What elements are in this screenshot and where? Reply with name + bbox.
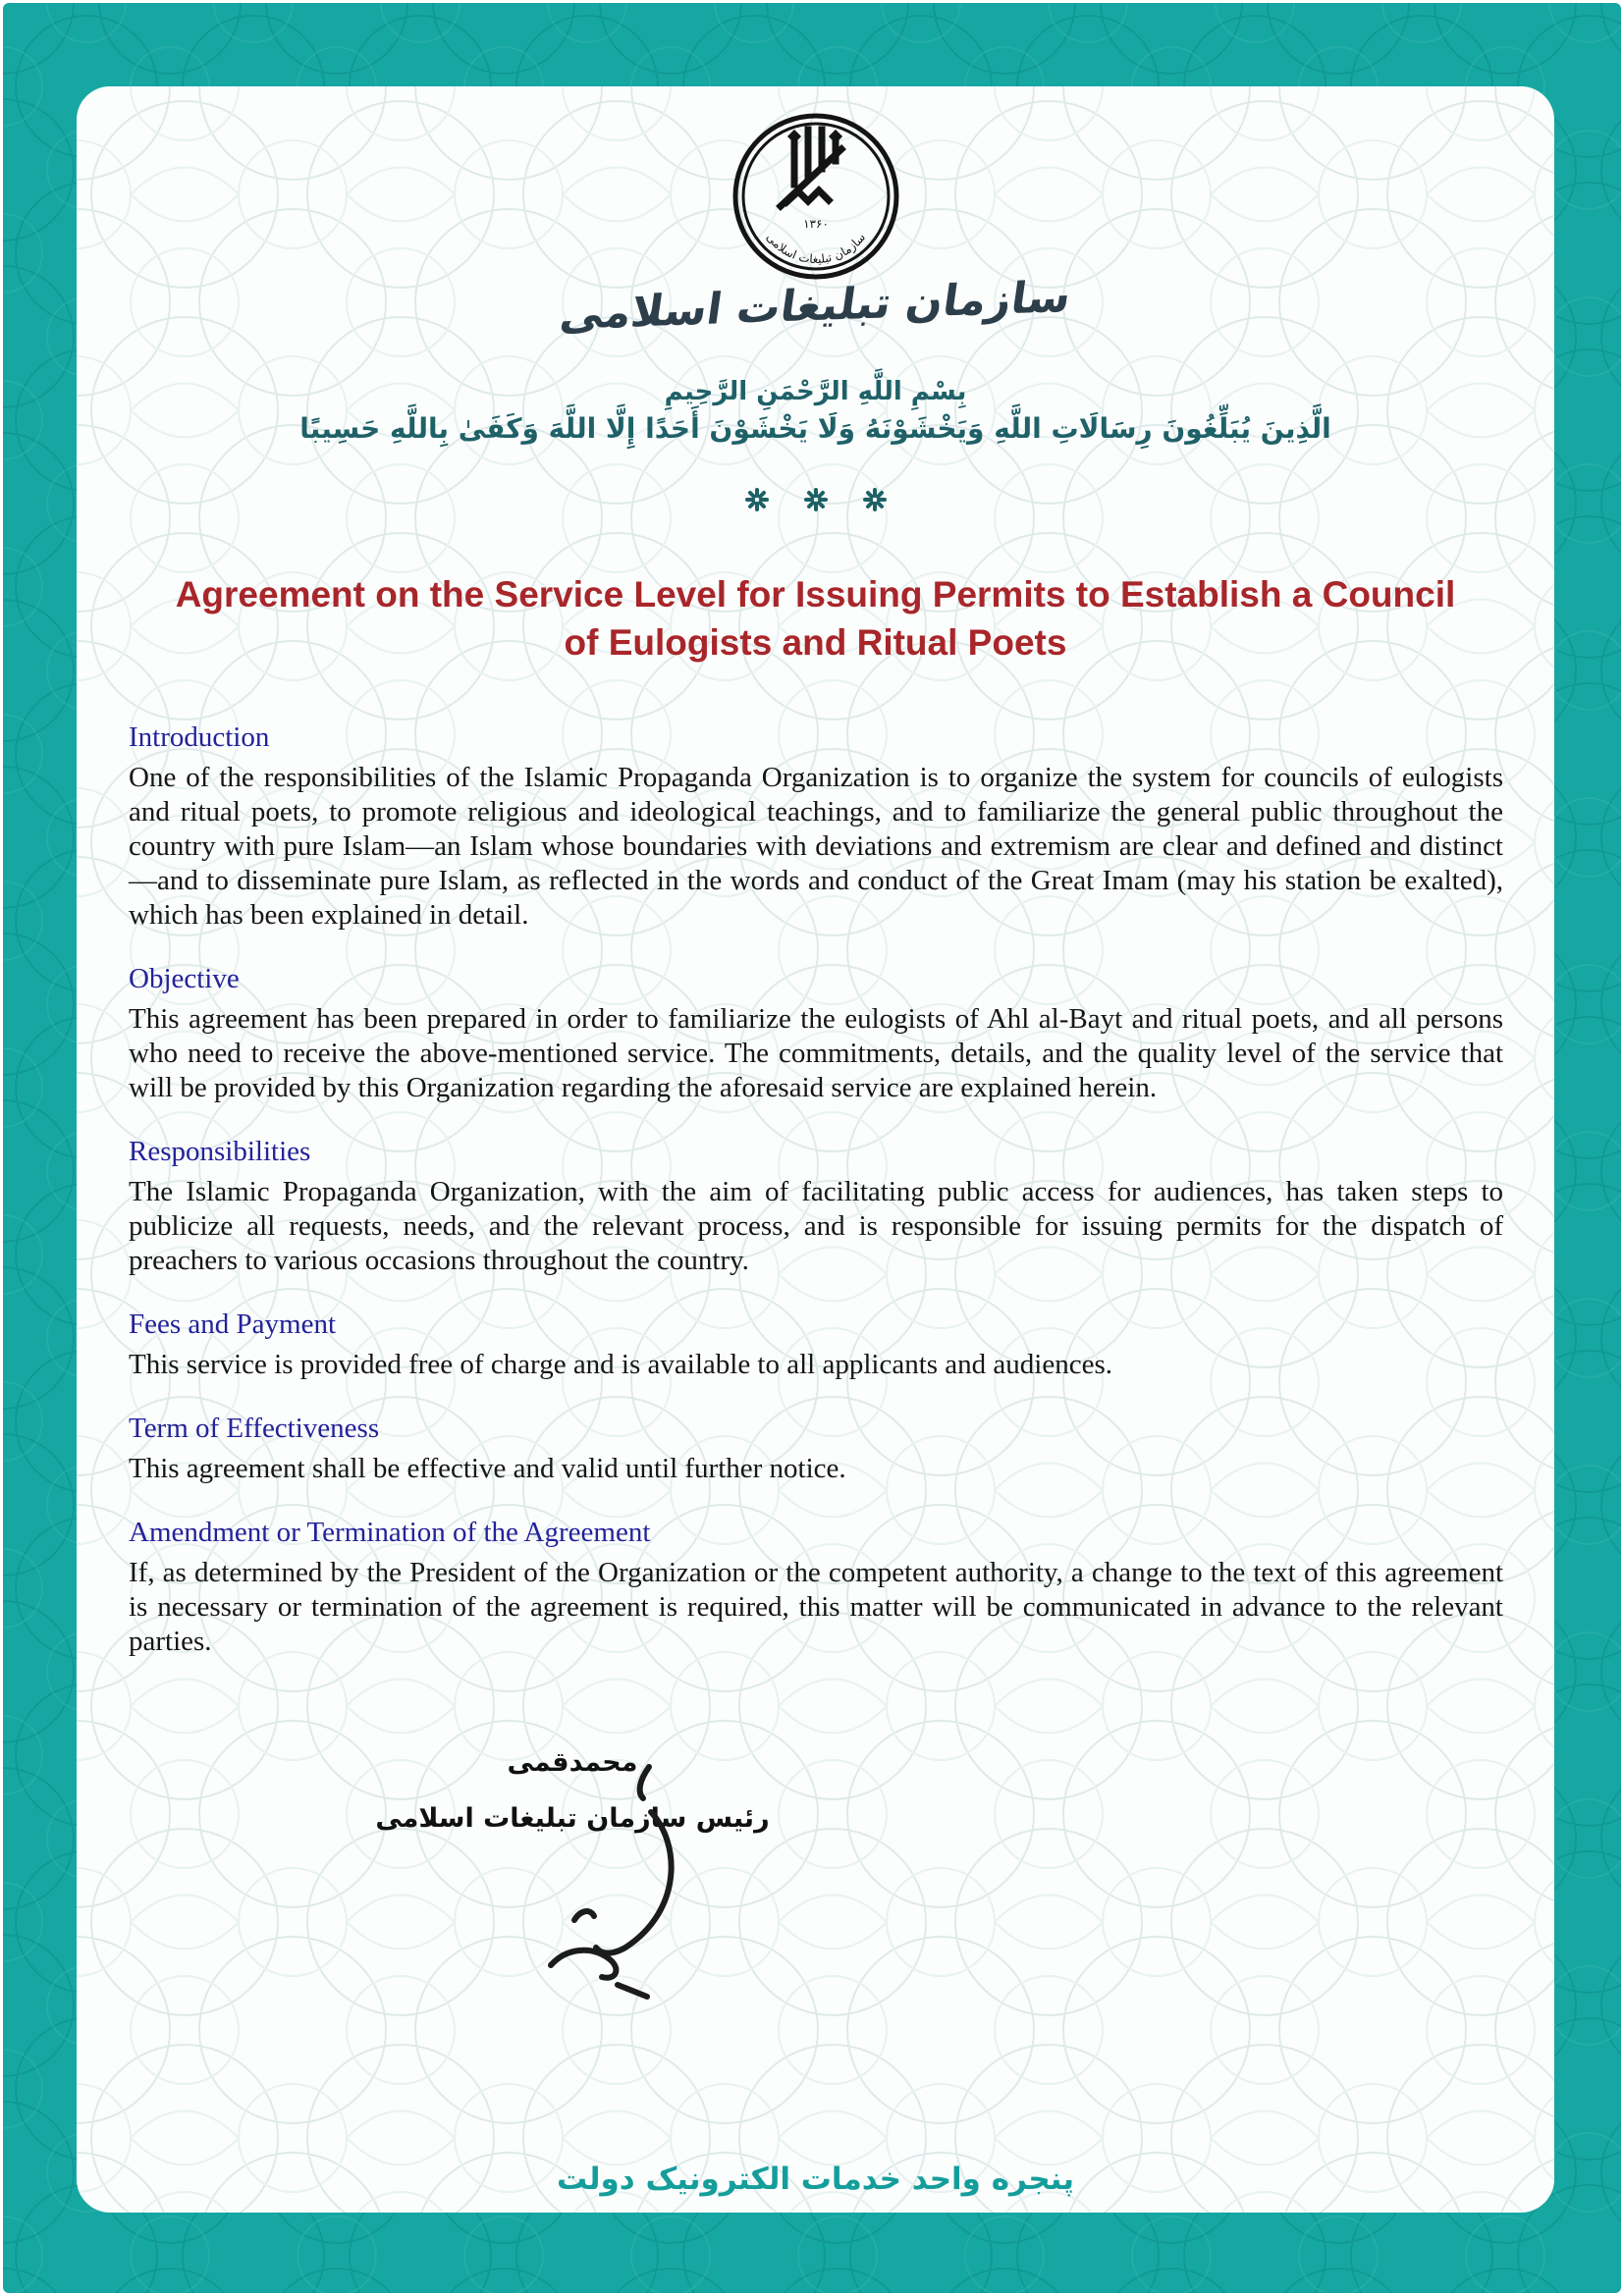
flower-ornament-icon (803, 487, 829, 512)
footer-text: پنجره واحد خدمات الکترونیک دولت (557, 2162, 1074, 2197)
logo-circle-text: سازمان تبلیغات اسلامی (763, 230, 868, 266)
section-heading: Amendment or Termination of the Agreement (129, 1517, 651, 1548)
section-heading: Introduction (129, 721, 270, 753)
handwritten-signature (523, 1753, 710, 2008)
signer-role: رئیس سازمان تبلیغات اسلامی (375, 1803, 770, 1834)
section-fees-and-payment (129, 1308, 1503, 1382)
document-content (77, 86, 1554, 2213)
section-responsibilities (129, 1135, 1503, 1278)
organization-logo (730, 108, 902, 281)
section-body: This agreement shall be effective and valid until further notice. (129, 1453, 846, 1484)
flower-ornament-icon (744, 487, 770, 512)
allah-kufic-mark (781, 130, 841, 206)
document-title (126, 570, 1505, 667)
section-heading: Responsibilities (129, 1136, 311, 1167)
bismillah-text: بِسْمِ اللَّهِ الرَّحْمَنِ الرَّحِيمِ (664, 377, 967, 406)
organization-calligraphy: سازمان تبلیغات اسلامی (557, 272, 1074, 340)
signer-name: محمدقمی (507, 1747, 638, 1778)
teal-frame (3, 3, 1621, 2293)
section-body: If, as determined by the President of the Organization or the competent authority, a change to the text of this agreement is necessary or termination of the agreement is required, this matter will be communicated in advance to the relevant parties. (129, 1557, 1503, 1657)
flower-ornament-icon (862, 487, 888, 512)
section-introduction (129, 721, 1503, 933)
section-objective (129, 962, 1503, 1105)
document-card (77, 86, 1554, 2213)
section-body: One of the responsibilities of the Islamic Propaganda Organization is to organize the system for councils of eulogists and ritual poets, to promote religious and ideological teachings, and to familiarize the general public throughout the country with pure Islam—an Islam whose boundaries with deviations and extremism are clear and defined and distinct—and to disseminate pure Islam, as reflected in the words and conduct of the Great Imam (may his station be exalted), which has been explained in detail. (129, 762, 1503, 931)
section-heading: Term of Effectiveness (129, 1413, 380, 1444)
section-body: The Islamic Propaganda Organization, with the aim of facilitating public access for audiences, has taken steps to publicize all requests, needs, and the relevant process, and is responsible for issuing permits for the dispatch of preachers to various occasions throughout the country. (129, 1176, 1503, 1276)
section-body: This agreement has been prepared in order to familiarize the eulogists of Ahl al-Bayt and ritual poets, and all persons who need to receive the above-mentioned service. The commitments, details, and the quality level of the service that will be provided by this Organization regarding the aforesaid service are explained herein. (129, 1003, 1503, 1103)
title-line-2: of Eulogists and Ritual Poets (564, 621, 1067, 663)
quran-verse-text: الَّذِينَ يُبَلِّغُونَ رِسَالَاتِ اللَّهِ وَيَخْشَوْنَهُ وَلَا يَخْشَوْنَ أَحَدًا إِلَّا اللَّهَ وَكَفَىٰ بِاللَّهِ حَسِيبًا (299, 412, 1331, 445)
sections-column (129, 721, 1503, 1688)
section-amendment-or-termination (129, 1516, 1503, 1659)
section-term-of-effectiveness (129, 1412, 1503, 1486)
section-body: This service is provided free of charge and is available to all applicants and audiences. (129, 1349, 1113, 1380)
title-line-1: Agreement on the Service Level for Issuing Permits to Establish a Council (175, 573, 1456, 614)
logo-year: ۱۳۶۰ (802, 217, 829, 231)
section-heading: Objective (129, 963, 240, 994)
ornament-row (77, 487, 1554, 512)
section-heading: Fees and Payment (129, 1308, 337, 1340)
